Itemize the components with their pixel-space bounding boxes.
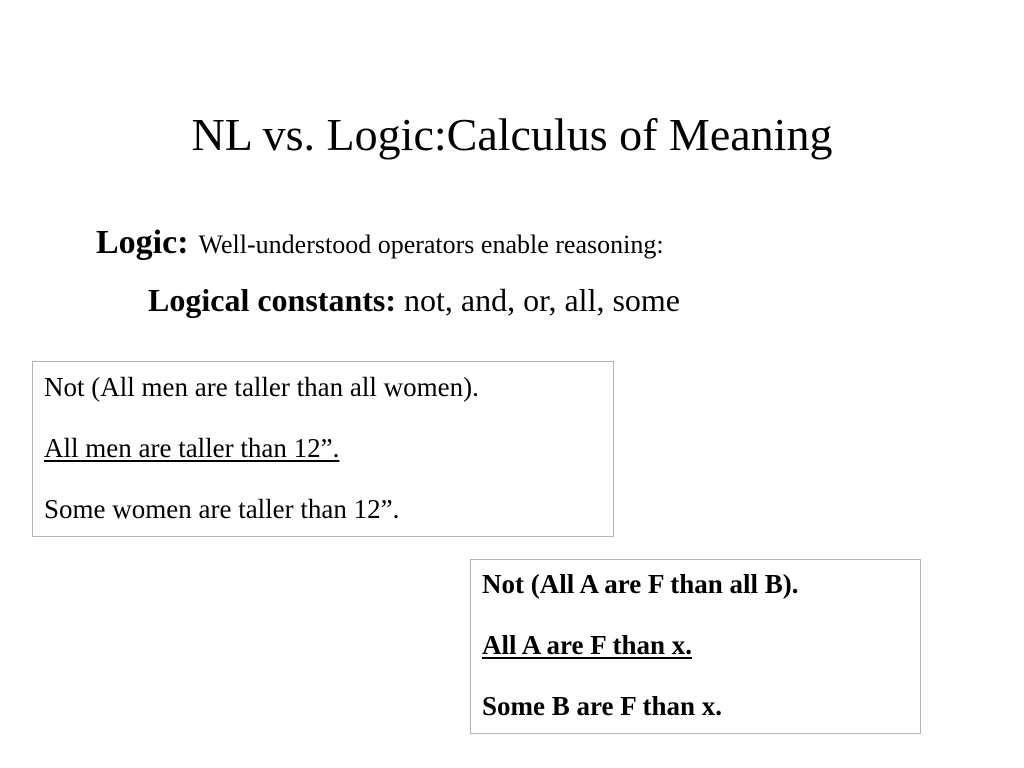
nl-premise-2: All men are taller than 12”. (44, 433, 340, 463)
natural-language-example-box (32, 361, 614, 537)
logic-heading (96, 224, 664, 262)
logic-premise-1: Not (All A are F than all B). (482, 569, 799, 599)
logical-constants-value: not, and, or, all, some (396, 282, 680, 318)
logic-conclusion: Some B are F than x. (482, 691, 722, 721)
logic-description: Well-understood operators enable reasoning: (198, 230, 664, 259)
logical-form-box (470, 559, 921, 734)
logical-constants (148, 282, 680, 319)
logic-premise-2: All A are F than x. (482, 630, 693, 660)
slide-title: NL vs. Logic:Calculus of Meaning (191, 109, 833, 160)
logical-constants-label: Logical constants: (148, 282, 396, 318)
nl-conclusion: Some women are taller than 12”. (44, 494, 400, 524)
logic-label: Logic: (96, 224, 189, 261)
nl-premise-1: Not (All men are taller than all women). (44, 372, 479, 402)
